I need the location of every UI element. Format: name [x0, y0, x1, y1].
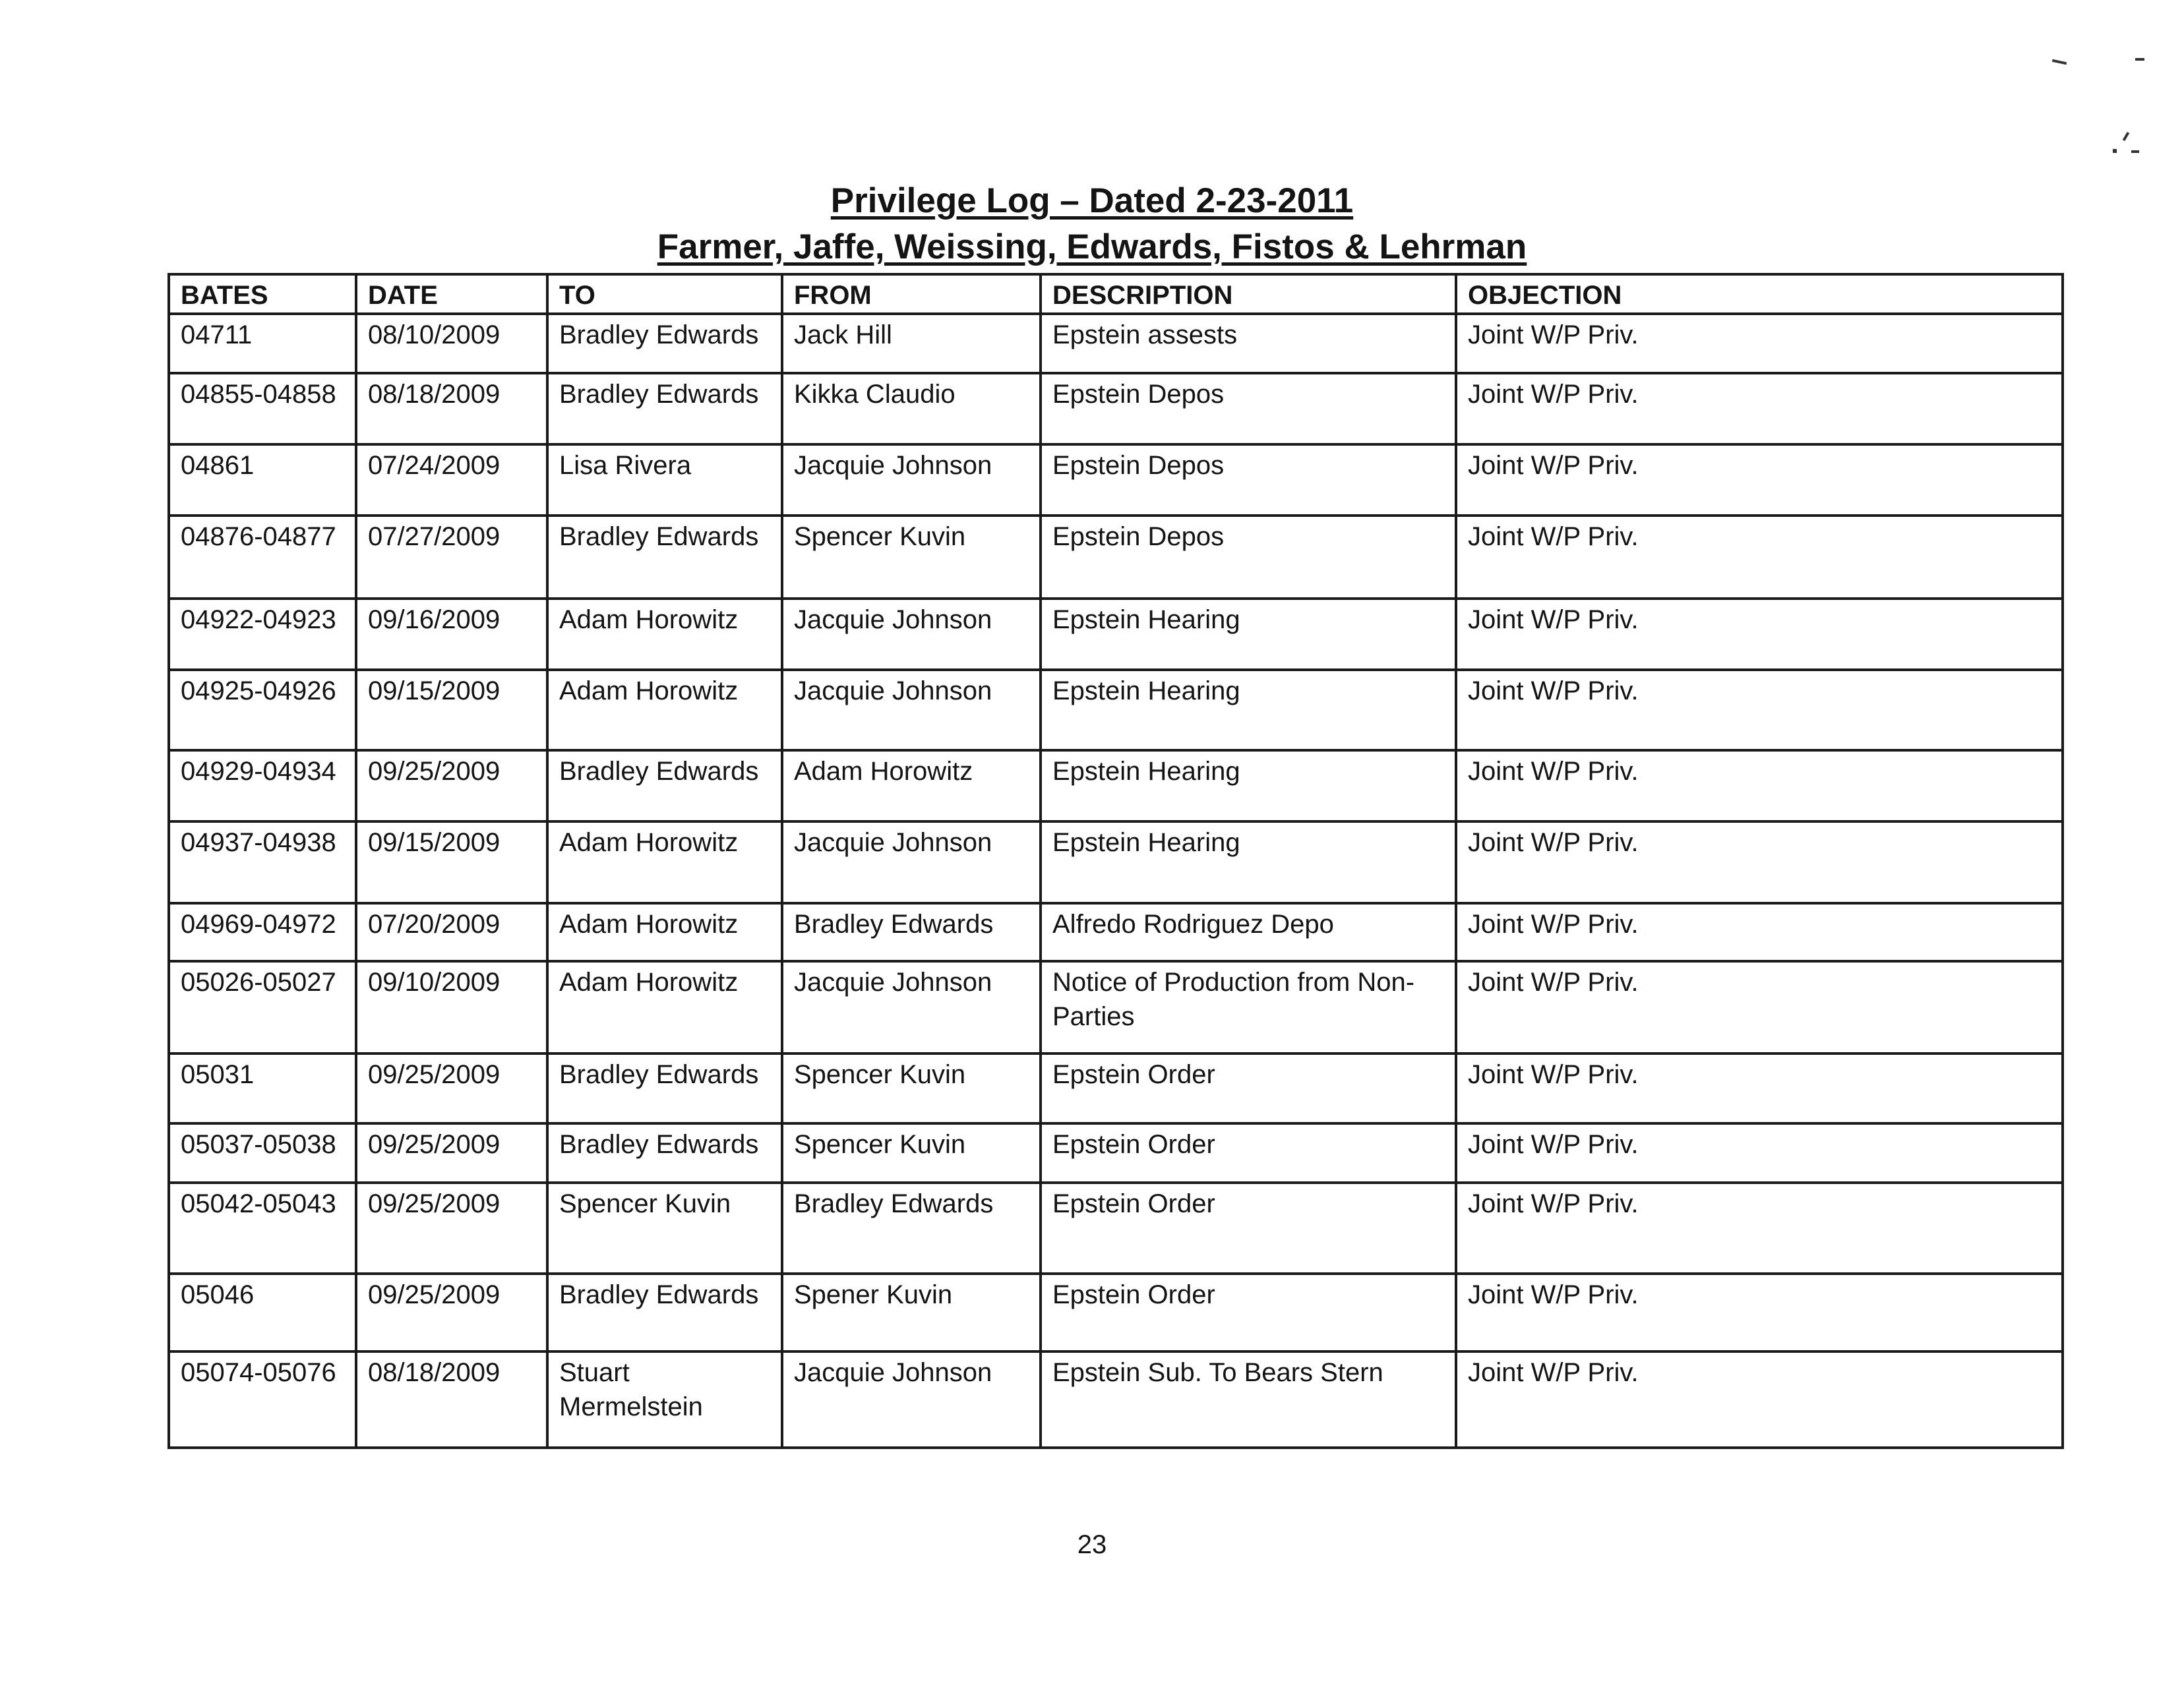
cell-date: 09/25/2009 [356, 750, 547, 821]
table-row [169, 516, 2063, 599]
table-row [169, 1123, 2063, 1183]
cell-description: Epstein Order [1041, 1274, 1456, 1351]
cell-to: Bradley Edwards [547, 1123, 782, 1183]
cell-bates: 05046 [169, 1274, 356, 1351]
cell-from: Spencer Kuvin [782, 1123, 1041, 1183]
cell-description: Epstein Hearing [1041, 821, 1456, 903]
cell-bates: 04937-04938 [169, 821, 356, 903]
cell-date: 09/16/2009 [356, 599, 547, 670]
cell-bates: 04711 [169, 314, 356, 373]
cell-to: Bradley Edwards [547, 1053, 782, 1123]
table-row [169, 750, 2063, 821]
cell-to: Adam Horowitz [547, 821, 782, 903]
header-bates: BATES [169, 274, 356, 314]
title-line-1: Privilege Log – Dated 2-23-2011 [830, 181, 1354, 220]
table-row [169, 444, 2063, 516]
scan-artifact [2052, 59, 2067, 65]
cell-description: Epstein Order [1041, 1053, 1456, 1123]
cell-to: Lisa Rivera [547, 444, 782, 516]
cell-to: Spencer Kuvin [547, 1183, 782, 1274]
cell-objection: Joint W/P Priv. [1456, 599, 2063, 670]
cell-description: Epstein Hearing [1041, 750, 1456, 821]
cell-date: 08/18/2009 [356, 373, 547, 444]
cell-objection: Joint W/P Priv. [1456, 373, 2063, 444]
table-row [169, 314, 2063, 373]
cell-description: Epstein Hearing [1041, 599, 1456, 670]
cell-to: Bradley Edwards [547, 373, 782, 444]
scan-artifact [2113, 149, 2117, 153]
cell-objection: Joint W/P Priv. [1456, 961, 2063, 1053]
scan-artifact [2123, 132, 2129, 141]
scan-artifact [2135, 58, 2144, 61]
cell-objection: Joint W/P Priv. [1456, 1274, 2063, 1351]
title-line-2: Farmer, Jaffe, Weissing, Edwards, Fistos & Lehrman [657, 227, 1527, 266]
header-objection: OBJECTION [1456, 274, 2063, 314]
cell-to: Adam Horowitz [547, 599, 782, 670]
cell-description: Epstein Depos [1041, 373, 1456, 444]
cell-objection: Joint W/P Priv. [1456, 670, 2063, 750]
cell-bates: 04861 [169, 444, 356, 516]
cell-date: 09/25/2009 [356, 1183, 547, 1274]
table-row [169, 1053, 2063, 1123]
cell-description: Epstein Depos [1041, 444, 1456, 516]
cell-from: Spencer Kuvin [782, 1053, 1041, 1123]
cell-bates: 04876-04877 [169, 516, 356, 599]
cell-bates: 04855-04858 [169, 373, 356, 444]
cell-description: Alfredo Rodriguez Depo [1041, 903, 1456, 961]
scan-artifact [2131, 150, 2139, 153]
cell-bates: 04929-04934 [169, 750, 356, 821]
table-row [169, 1183, 2063, 1274]
cell-objection: Joint W/P Priv. [1456, 314, 2063, 373]
cell-bates: 05026-05027 [169, 961, 356, 1053]
cell-objection: Joint W/P Priv. [1456, 1351, 2063, 1448]
cell-description: Epstein Sub. To Bears Stern [1041, 1351, 1456, 1448]
cell-from: Bradley Edwards [782, 903, 1041, 961]
cell-from: Kikka Claudio [782, 373, 1041, 444]
cell-objection: Joint W/P Priv. [1456, 821, 2063, 903]
cell-bates: 04969-04972 [169, 903, 356, 961]
table-row [169, 1351, 2063, 1448]
header-to: TO [547, 274, 782, 314]
cell-to: Adam Horowitz [547, 961, 782, 1053]
cell-from: Jacquie Johnson [782, 444, 1041, 516]
table-row [169, 373, 2063, 444]
cell-date: 08/10/2009 [356, 314, 547, 373]
cell-to: Bradley Edwards [547, 1274, 782, 1351]
cell-objection: Joint W/P Priv. [1456, 750, 2063, 821]
cell-from: Bradley Edwards [782, 1183, 1041, 1274]
document-title [0, 178, 2184, 270]
cell-to: Bradley Edwards [547, 314, 782, 373]
cell-objection: Joint W/P Priv. [1456, 1183, 2063, 1274]
cell-date: 07/24/2009 [356, 444, 547, 516]
cell-from: Spencer Kuvin [782, 516, 1041, 599]
cell-bates: 04922-04923 [169, 599, 356, 670]
cell-to: Stuart Mermelstein [547, 1351, 782, 1448]
cell-from: Spener Kuvin [782, 1274, 1041, 1351]
cell-to: Adam Horowitz [547, 903, 782, 961]
privilege-log-table [167, 273, 2064, 1449]
cell-from: Jack Hill [782, 314, 1041, 373]
table-header-row [169, 274, 2063, 314]
table-row [169, 1274, 2063, 1351]
cell-objection: Joint W/P Priv. [1456, 516, 2063, 599]
cell-to: Adam Horowitz [547, 670, 782, 750]
cell-from: Jacquie Johnson [782, 670, 1041, 750]
cell-date: 09/25/2009 [356, 1274, 547, 1351]
cell-date: 09/15/2009 [356, 670, 547, 750]
cell-to: Bradley Edwards [547, 750, 782, 821]
header-description: DESCRIPTION [1041, 274, 1456, 314]
cell-objection: Joint W/P Priv. [1456, 1053, 2063, 1123]
cell-description: Epstein Order [1041, 1123, 1456, 1183]
cell-objection: Joint W/P Priv. [1456, 1123, 2063, 1183]
cell-from: Jacquie Johnson [782, 1351, 1041, 1448]
cell-bates: 05031 [169, 1053, 356, 1123]
table-row [169, 821, 2063, 903]
cell-objection: Joint W/P Priv. [1456, 444, 2063, 516]
cell-description: Epstein assests [1041, 314, 1456, 373]
cell-date: 07/27/2009 [356, 516, 547, 599]
cell-date: 08/18/2009 [356, 1351, 547, 1448]
table-row [169, 903, 2063, 961]
header-date: DATE [356, 274, 547, 314]
cell-bates: 05037-05038 [169, 1123, 356, 1183]
cell-date: 09/10/2009 [356, 961, 547, 1053]
table-row [169, 670, 2063, 750]
cell-from: Jacquie Johnson [782, 599, 1041, 670]
cell-bates: 05042-05043 [169, 1183, 356, 1274]
cell-date: 09/25/2009 [356, 1123, 547, 1183]
cell-date: 09/15/2009 [356, 821, 547, 903]
cell-from: Jacquie Johnson [782, 961, 1041, 1053]
cell-to: Bradley Edwards [547, 516, 782, 599]
table-row [169, 599, 2063, 670]
cell-description: Epstein Order [1041, 1183, 1456, 1274]
cell-description: Notice of Production from Non-Parties [1041, 961, 1456, 1053]
page-number: 23 [1077, 1530, 1107, 1559]
cell-objection: Joint W/P Priv. [1456, 903, 2063, 961]
cell-from: Adam Horowitz [782, 750, 1041, 821]
table-row [169, 961, 2063, 1053]
cell-description: Epstein Depos [1041, 516, 1456, 599]
cell-bates: 04925-04926 [169, 670, 356, 750]
cell-description: Epstein Hearing [1041, 670, 1456, 750]
cell-date: 09/25/2009 [356, 1053, 547, 1123]
cell-date: 07/20/2009 [356, 903, 547, 961]
header-from: FROM [782, 274, 1041, 314]
cell-from: Jacquie Johnson [782, 821, 1041, 903]
cell-bates: 05074-05076 [169, 1351, 356, 1448]
